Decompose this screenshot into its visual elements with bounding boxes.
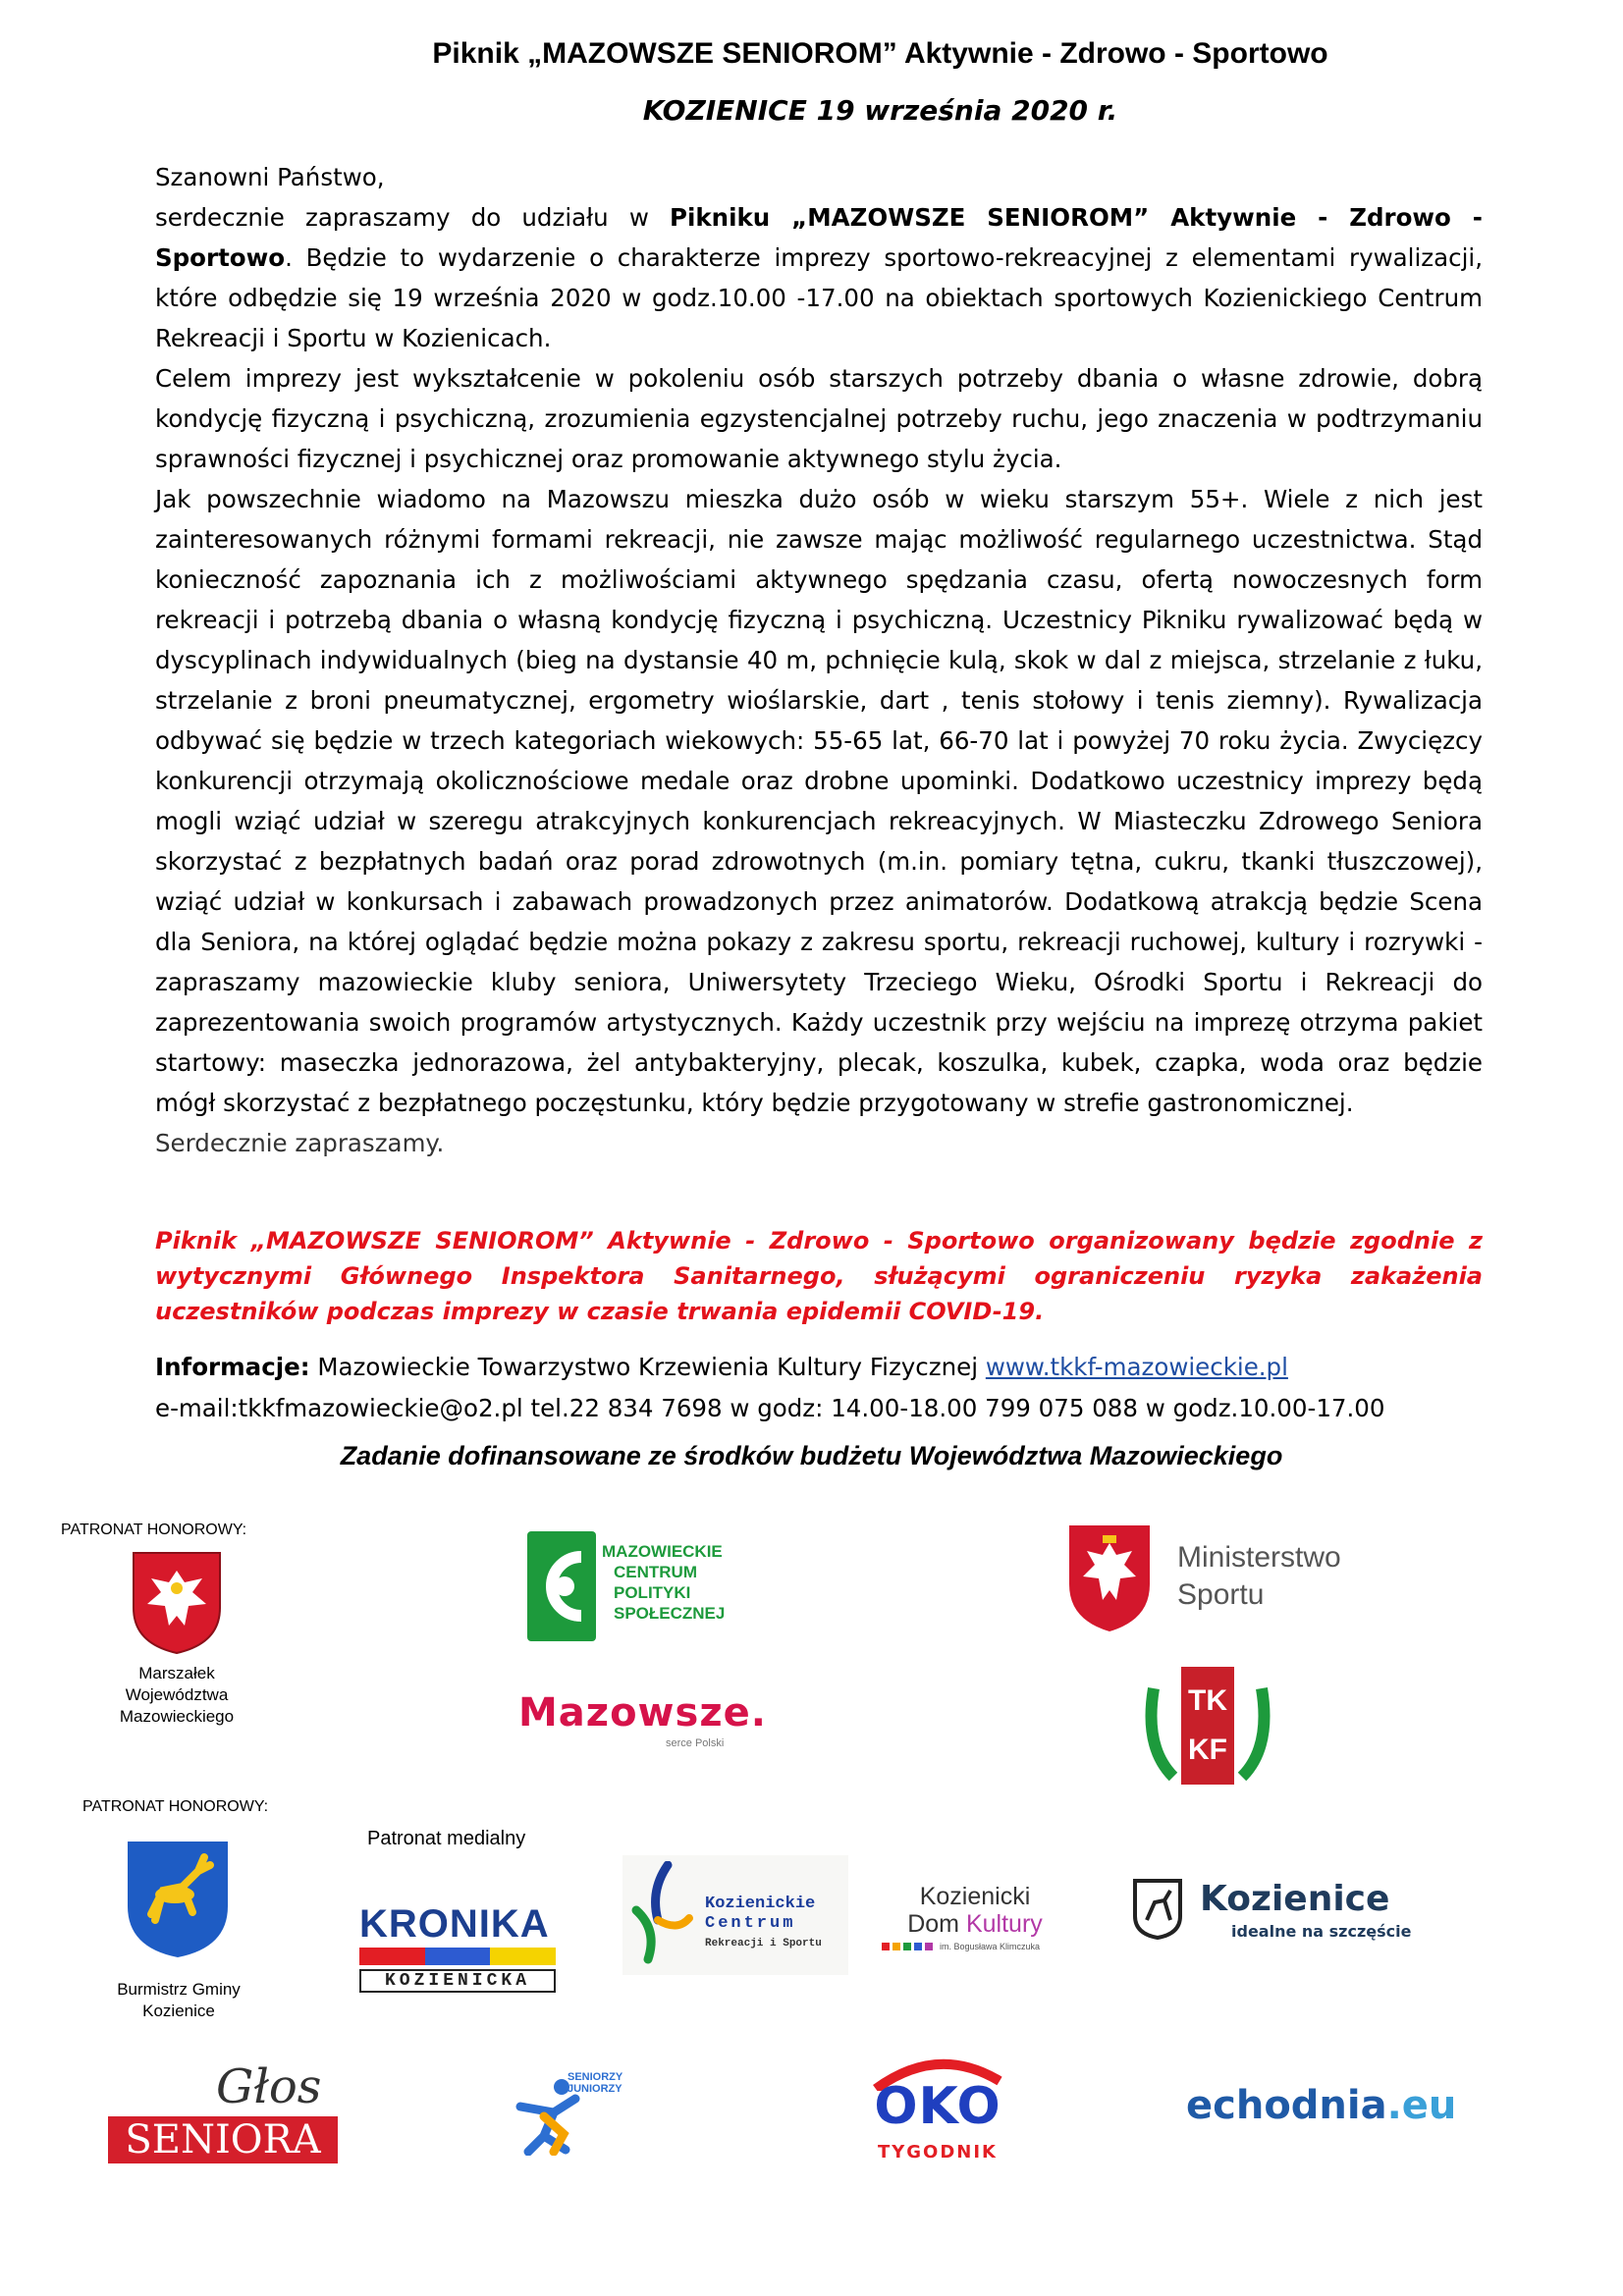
kozienice-tagline: idealne na szczęście [1231, 1922, 1412, 1941]
invitation-text-start: serdecznie zapraszamy do udziału w [155, 203, 671, 232]
patronat-honorowy-label-2: PATRONAT HONOROWY: [82, 1798, 269, 1815]
info-line [155, 1347, 1530, 1388]
kdk-logo [882, 1883, 1068, 1961]
mazowsze-tagline: serce Polski [666, 1737, 725, 1749]
glos-main: SENIORA [108, 2116, 338, 2163]
covid-notice: Piknik „MAZOWSZE SENIOROM” Aktywnie - Zdrowo - Sportowo organizowany będzie zgodnie z wytycznymi Głównego Inspektora Sanitarnego, służącymi ograniczeniu ryzyka zakażenia uczestników podczas imprezy w czasie trwania epidemii COVID-19. [155, 1227, 1483, 1325]
greeting: Szanowni Państwo, [155, 163, 385, 191]
ministerstwo-text [1177, 1539, 1341, 1614]
contact-info [155, 1347, 1530, 1429]
kdk-patron: im. Bogusława Klimczuka [940, 1942, 1041, 1951]
echodnia-text: echodnia [1186, 2083, 1387, 2128]
burmistrz-line-1: Burmistrz Gminy [117, 1980, 241, 1999]
letter-body [155, 157, 1483, 1163]
ministerstwo-line-1: Ministerstwo [1177, 1541, 1341, 1574]
patronat-medialny-label: Patronat medialny [367, 1828, 526, 1849]
burmistrz-line-2: Kozienice [142, 2002, 215, 2020]
marszalek-line-3: Mazowieckiego [119, 1707, 235, 1726]
kcris-line-1: Kozienickie [705, 1895, 816, 1913]
patronat-honorowy-label-1: PATRONAT HONOROWY: [61, 1522, 247, 1538]
mazowsze-text: Mazowsze. [518, 1690, 767, 1735]
oko-tygodnik-logo [864, 2052, 1011, 2169]
info-label: Informacje: [155, 1353, 310, 1381]
echodnia-logo [1186, 2083, 1457, 2142]
kozienice-coat-of-arms-icon [124, 1838, 232, 1961]
paragraph-goal: Celem imprezy jest wykształcenie w pokoleniu osób starszych potrzeby dbania o własne zdrowie, dobrą kondycję fizyczną i psychiczną, zrozumienia egzystencjalnej potrzeby ruchu, jego znaczenia w podtrzymaniu sprawności fizycznej i psychicznej oraz promowanie aktywnego stylu życia. [155, 364, 1483, 473]
tkkf-logo [1144, 1659, 1271, 1796]
mcps-text [602, 1541, 725, 1624]
kronika-color-band [359, 1948, 556, 1965]
mcps-line-1: MAZOWIECKIE [602, 1542, 723, 1561]
oko-text: OKO [874, 2077, 1001, 2136]
kozienice-city-logo [1131, 1877, 1426, 1946]
organization-name: Mazowieckie Towarzystwo Krzewienia Kultury Fizycznej [309, 1353, 986, 1381]
tygodnik-text: TYGODNIK [877, 2142, 999, 2163]
mazowsze-logo [518, 1690, 767, 1755]
paragraph-invitation [155, 197, 1483, 358]
funding-note: Zadanie dofinansowane ze środków budżetu Województwa Mazowieckiego [340, 1441, 1283, 1470]
tkkf-top: TK [1188, 1684, 1227, 1717]
ministerstwo-sportu-logo [1065, 1522, 1360, 1639]
glos-script: Głos [216, 2059, 322, 2114]
glos-seniora-logo [108, 2061, 338, 2167]
kdk-line-2 [882, 1910, 1068, 1938]
tkkf-text [1181, 1677, 1234, 1775]
kdk-dom: Dom [907, 1910, 960, 1938]
marszalek-line-2: Województwa [125, 1685, 229, 1704]
kdk-footer [882, 1942, 1068, 1951]
seniorzy-line-2: JUNIORZY [568, 2083, 622, 2095]
kronika-title: KRONIKA [359, 1902, 550, 1946]
kcris-line-2: Centrum [705, 1914, 796, 1933]
echodnia-tld: .eu [1386, 2083, 1457, 2128]
kozienice-deer-icon [1131, 1877, 1184, 1940]
mcps-line-3: POLITYKI [614, 1583, 691, 1602]
kcris-logo [622, 1855, 848, 1975]
marszalek-line-1: Marszałek [138, 1664, 215, 1682]
kcris-figure-icon [628, 1861, 697, 1969]
document-title: Piknik „MAZOWSZE SENIOROM” Aktywnie - Zdrowo - Sportowo [432, 37, 1328, 70]
contact-line: e-mail:tkkfmazowieckie@o2.pl tel.22 834 7698 w godz: 14.00-18.00 799 075 088 w godz.10.00-17.00 [155, 1394, 1385, 1422]
tkkf-bottom: KF [1188, 1734, 1227, 1766]
website-link[interactable]: www.tkkf-mazowieckie.pl [985, 1353, 1288, 1381]
kcris-line-3: Rekreacji i Sportu [705, 1938, 822, 1949]
paragraph-details: Jak powszechnie wiadomo na Mazowszu mieszka dużo osób w wieku starszym 55+. Wiele z nich jest zainteresowanych różnymi formami rekreacji, nie zawsze mając możliwość regularnego uczestnictwa. Stąd konieczność zapoznania ich z możliwościami aktywnego spędzania czasu, ofertą nowoczesnych form rekreacji i potrzebą dbania o własną kondycję fizyczną i psychiczną. Uczestnicy Pikniku rywalizować będą w dyscyplinach indywidualnych (bieg na dystansie 40 m, pchnięcie kulą, skok w dal z miejsca, strzelanie z łuku, strzelanie z broni pneumatycznej, ergometry wioślarskie, dart , tenis stołowy i tenis ziemny). Rywalizacja odbywać się będzie w trzech kategoriach wiekowych: 55-65 lat, 66-70 lat i powyżej 70 roku życia. Zwycięzcy konkurencji otrzymają okolicznościowe medale oraz drobne upominki. Dodatkowo uczestnicy imprezy będą mogli wziąć udział w szeregu atrakcyjnych konkurencjach rekreacyjnych. W Miasteczku Zdrowego Seniora skorzystać z bezpłatnych badań oraz porad zdrowotnych (m.in. pomiary tętna, cukru, tkanki tłuszczowej), wziąć udział w konkursach i zabawach prowadzonych przez animatorów. Dodatkową atrakcją będzie Scena dla Seniora, na której oglądać będzie można pokazy z zakresu sportu, rekreacji ruchowej, kultury i rozrywki - zapraszamy mazowieckie kluby seniora, Uniwersytety Trzeciego Wieku, Ośrodki Sportu i Rekreacji do zaprezentowania swoich programów artystycznych. Każdy uczestnik przy wejściu na imprezę otrzyma pakiet startowy: maseczka jednorazowa, żel antybakteryjny, plecak, koszulka, kubek, czapka, woda oraz będzie mógł skorzystać z bezpłatnego poczęstunku, który będzie przygotowany w strefie gastronomicznej. [155, 485, 1483, 1117]
marszalek-label [88, 1663, 265, 1728]
seniorzy-line-1: SENIORZY [568, 2071, 623, 2083]
kronika-kozienicka-logo [359, 1902, 556, 1997]
kcris-text [705, 1895, 822, 1953]
seniorzy-text [568, 2071, 622, 2095]
event-name-bold: Pikniku „MAZOWSZE SENIOROM” Aktywnie - Zdrowo - Sportowo [155, 203, 1483, 272]
mcps-line-2: CENTRUM [614, 1563, 697, 1581]
mcps-logo [527, 1529, 743, 1645]
kronika-subtitle: KOZIENICKA [359, 1969, 556, 1993]
polish-eagle-icon [1065, 1522, 1154, 1634]
burmistrz-label [90, 1979, 267, 2022]
kozienice-name: Kozienice [1200, 1879, 1390, 1919]
mcps-line-4: SPOŁECZNEJ [614, 1604, 726, 1623]
event-date-location: KOZIENICE 19 września 2020 r. [642, 94, 1118, 127]
closing: Serdecznie zapraszamy. [155, 1129, 445, 1157]
kdk-line-1: Kozienicki [919, 1883, 1031, 1910]
ministerstwo-line-2: Sportu [1177, 1578, 1265, 1611]
seniorzy-juniorzy-logo [514, 2065, 652, 2156]
mazowieckie-coat-of-arms-icon [130, 1549, 224, 1657]
kdk-kultury: Kultury [965, 1910, 1043, 1938]
invitation-text-end: . Będzie to wydarzenie o charakterze imprezy sportowo-rekreacyjnej z elementami rywalizacji, które odbędzie się 19 września 2020 w godz.10.00 -17.00 na obiektach sportowych Kozienickiego Centrum Rekreacji i Sportu w Kozienicach. [155, 243, 1483, 352]
